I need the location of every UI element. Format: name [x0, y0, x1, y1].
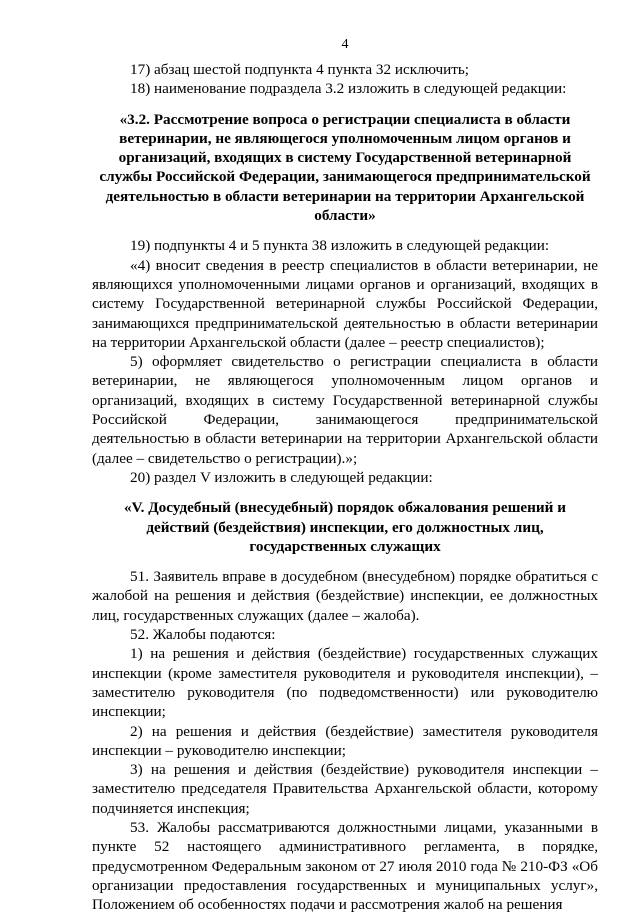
paragraph-subitem-5: 5) оформляет свидетельство о регистрации специалиста в области ветеринарии, не являющегося уполномоченным лицом органов и организаций, входящих в систему Государственной ветеринарной службы Российской Федерации, занимающегося предпринимательской деятельностью в области ветеринарии на территории Архангельской области (далее – свидетельство о регистрации).»; [92, 353, 598, 467]
paragraph-point-52-sub-1: 1) на решения и действия (бездействие) государственных служащих инспекции (кроме заместителя руководителя и руководителя инспекции), – заместителю руководителя (по подведомственности) или руководителю инспекции; [92, 645, 598, 721]
document-page [92, 0, 598, 914]
paragraph-point-52-sub-3: 3) на решения и действия (бездействие) руководителя инспекции – заместителю председателя Правительства Архангельской области, которому подчиняется инспекция; [92, 761, 598, 817]
page-number: 4 [341, 37, 349, 52]
paragraph-point-51: 51. Заявитель вправе в досудебном (внесудебном) порядке обратиться с жалобой на решения и действия (бездействие) инспекции, ее должностных лиц, государственных служащих (далее – жалоба). [92, 568, 598, 624]
section-heading-v: «V. Досудебный (внесудебный) порядок обжалования решений и действий (бездействия) инспекции, его должностных лиц, государственных служащих [124, 499, 566, 555]
document-body [92, 60, 598, 914]
paragraph-item-19: 19) подпункты 4 и 5 пункта 38 изложить в следующей редакции: [130, 237, 550, 255]
paragraph-point-52-sub-2: 2) на решения и действия (бездействие) заместителя руководителя инспекции – руководителю инспекции; [92, 722, 598, 759]
paragraph-point-53: 53. Жалобы рассматриваются должностными лицами, указанными в пункте 52 настоящего административного регламента, в порядке, предусмотренном Федеральным законом от 27 июля 2010 года № 210-ФЗ «Об организации предоставления государственных и муниципальных услуг», Положением об особенностях подачи и рассмотрения жалоб на решения [92, 818, 598, 914]
paragraph-item-17: 17) абзац шестой подпункта 4 пункта 32 исключить; [130, 61, 469, 78]
section-heading-3-2: «3.2. Рассмотрение вопроса о регистрации специалиста в области ветеринарии, не являющегося уполномоченным лицом органов и организаций, входящих в систему Государственной ветеринарной службы Российской Федерации, занимающегося предпринимательской деятельностью в области ветеринарии на территории Архангельской области» [99, 110, 591, 225]
paragraph-point-52: 52. Жалобы подаются: [130, 626, 276, 644]
paragraph-item-20: 20) раздел V изложить в следующей редакции: [130, 468, 433, 486]
paragraph-item-18: 18) наименование подраздела 3.2 изложить в следующей редакции: [130, 80, 567, 98]
paragraph-subitem-4: «4) вносит сведения в реестр специалистов в области ветеринарии, не являющихся уполномоченными лицами органов и организаций, входящих в систему Государственной ветеринарной службы Российской Федерации, занимающихся предпринимательской деятельностью в области ветеринарии на территории Архангельской области (далее – реестр специалистов); [92, 256, 598, 351]
